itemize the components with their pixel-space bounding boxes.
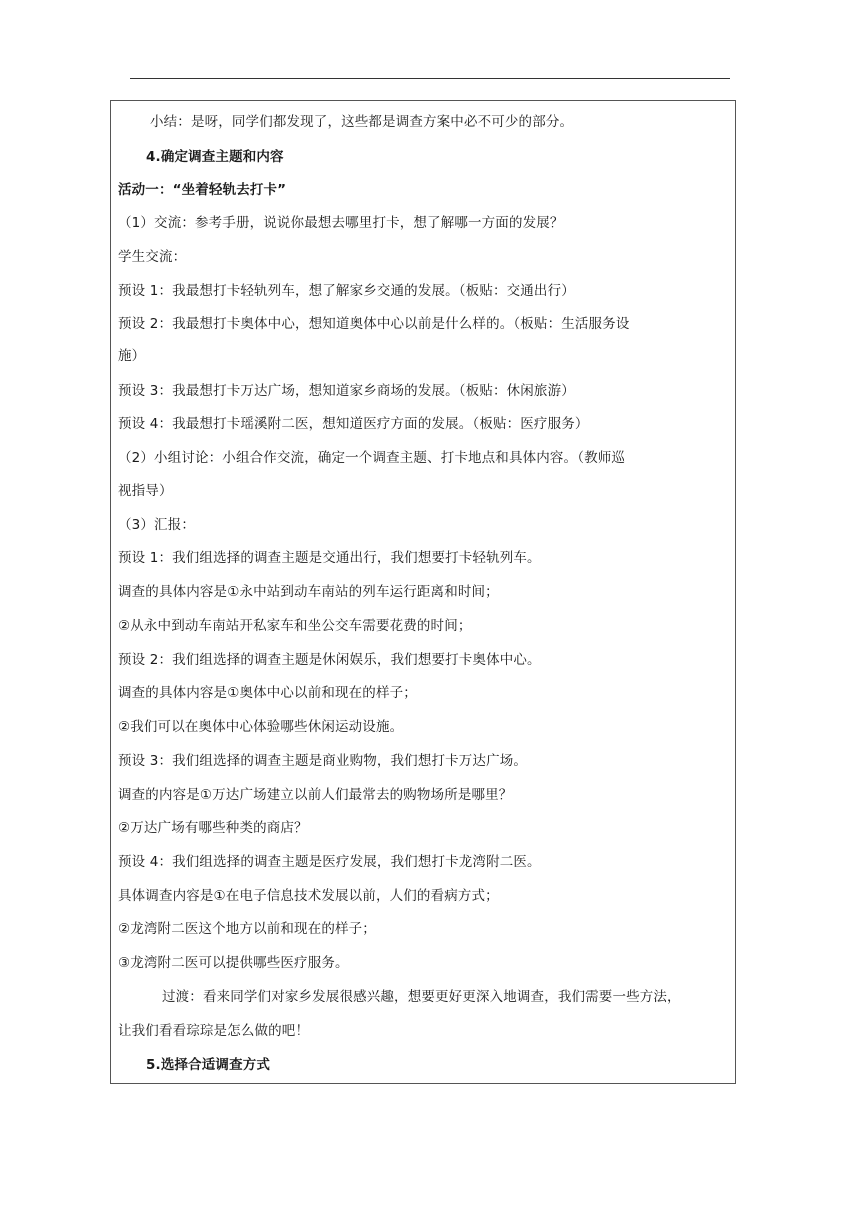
preset-line: 预设 3：我最想打卡万达广场，想知道家乡商场的发展。（板贴：休闲旅游）: [118, 383, 575, 399]
report-line: 调查的内容是①万达广场建立以前人们最常去的购物场所是哪里？: [118, 787, 513, 803]
report-line: ②我们可以在奥体中心体验哪些休闲运动设施。: [118, 719, 404, 735]
section-heading-4: 4.确定调查主题和内容: [146, 149, 284, 165]
report-line: 预设 3：我们组选择的调查主题是商业购物，我们想打卡万达广场。: [118, 753, 528, 769]
preset-line-continued: 施）: [118, 348, 146, 364]
transition-line: 过渡：看来同学们对家乡发展很感兴趣，想要更好更深入地调查，我们需要一些方法，: [162, 989, 681, 1005]
header-rule: [130, 78, 730, 79]
report-line: ②龙湾附二医这个地方以前和现在的样子；: [118, 921, 376, 937]
activity-title: 活动一：“坐着轻轨去打卡”: [118, 182, 287, 198]
preset-line: 预设 2：我最想打卡奥体中心，想知道奥体中心以前是什么样的。（板贴：生活服务设: [118, 316, 630, 332]
step-3-report: （3）汇报：: [118, 517, 195, 533]
report-line: ②万达广场有哪些种类的商店？: [118, 820, 308, 836]
transition-line-continued: 让我们看看琮琮是怎么做的吧！: [118, 1023, 310, 1039]
report-line: 预设 2：我们组选择的调查主题是休闲娱乐，我们想要打卡奥体中心。: [118, 652, 541, 668]
summary-line: 小结：是呀，同学们都发现了，这些都是调查方案中必不可少的部分。: [150, 114, 574, 130]
report-line: 调查的具体内容是①奥体中心以前和现在的样子；: [118, 685, 417, 701]
section-heading-5: 5.选择合适调查方式: [146, 1057, 271, 1073]
student-exchange-label: 学生交流：: [118, 249, 187, 265]
report-line: 具体调查内容是①在电子信息技术发展以前，人们的看病方式；: [118, 888, 499, 904]
report-line: ②从永中到动车南站开私家车和坐公交车需要花费的时间；: [118, 618, 472, 634]
step-1-exchange: （1）交流：参考手册，说说你最想去哪里打卡，想了解哪一方面的发展？: [118, 215, 564, 231]
report-line: 预设 1：我们组选择的调查主题是交通出行，我们想要打卡轻轨列车。: [118, 550, 541, 566]
step-2-continued: 视指导）: [118, 483, 173, 499]
step-2-group-discussion: （2）小组讨论：小组合作交流，确定一个调查主题、打卡地点和具体内容。（教师巡: [118, 450, 626, 466]
preset-line: 预设 1：我最想打卡轻轨列车，想了解家乡交通的发展。（板贴：交通出行）: [118, 283, 575, 299]
report-line: 预设 4：我们组选择的调查主题是医疗发展，我们想打卡龙湾附二医。: [118, 854, 541, 870]
report-line: ③龙湾附二医可以提供哪些医疗服务。: [118, 955, 349, 971]
preset-line: 预设 4：我最想打卡瑶溪附二医，想知道医疗方面的发展。（板贴：医疗服务）: [118, 416, 589, 432]
report-line: 调查的具体内容是①永中站到动车南站的列车运行距离和时间；: [118, 584, 499, 600]
